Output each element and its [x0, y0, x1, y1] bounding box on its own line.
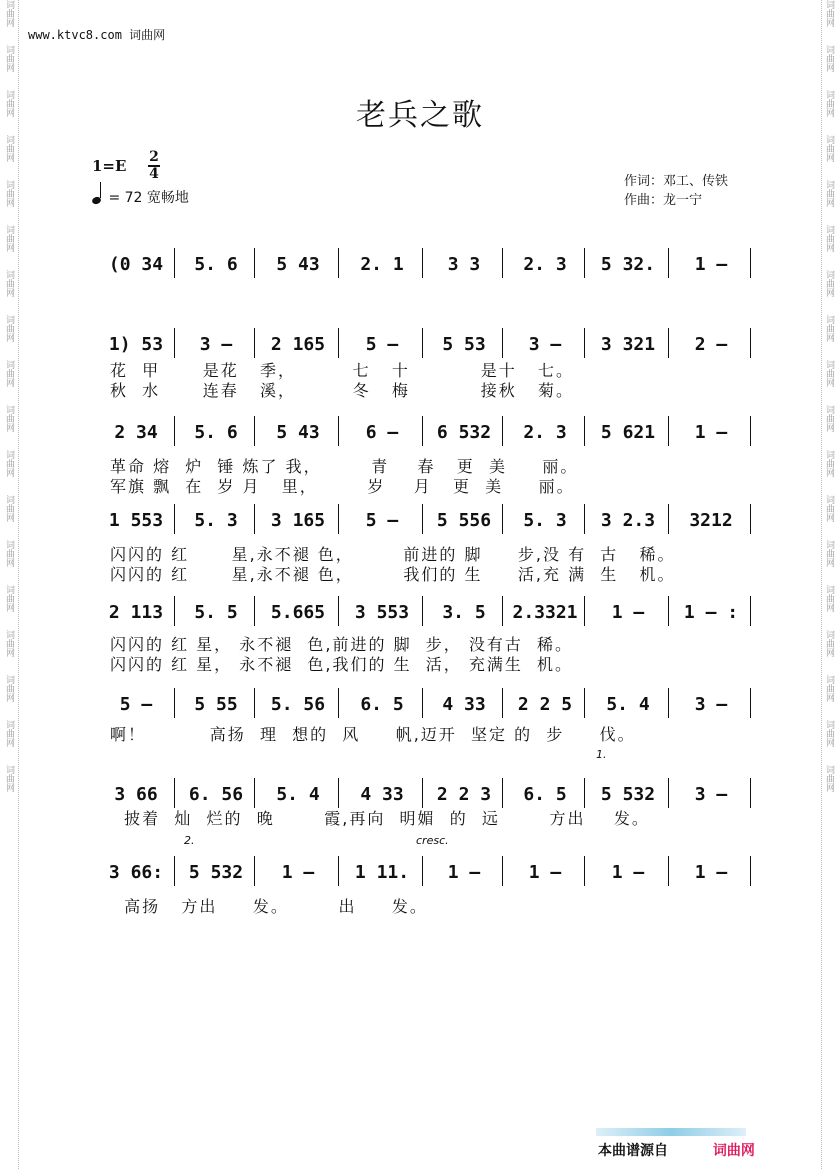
- barline: [502, 856, 503, 886]
- barline: [338, 596, 339, 626]
- barline: [668, 328, 669, 358]
- barline: [174, 856, 175, 886]
- measure: 1 –: [694, 253, 728, 275]
- barline: [422, 504, 423, 534]
- side-watermark: 词曲网: [4, 180, 14, 207]
- barline: [584, 416, 585, 446]
- score-line: [96, 244, 756, 284]
- cresc-marking: cresc.: [416, 834, 449, 847]
- tempo-marking: [92, 186, 189, 207]
- measure: 3 –: [694, 783, 728, 805]
- barline: [668, 688, 669, 718]
- barline: [750, 596, 751, 626]
- side-watermark: 词曲网: [4, 45, 14, 72]
- side-watermark: 词曲网: [824, 45, 834, 72]
- side-watermark: 词曲网: [824, 630, 834, 657]
- measure: 5 55: [194, 693, 238, 715]
- barline: [254, 416, 255, 446]
- key-signature: 1=E: [92, 157, 127, 175]
- side-watermark: 词曲网: [824, 90, 834, 117]
- side-watermark: 词曲网: [824, 675, 834, 702]
- barline: [422, 778, 423, 808]
- measure: 5. 4: [606, 693, 650, 715]
- measure: 1 553: [108, 509, 164, 531]
- measure: 1 –: [611, 861, 645, 883]
- measure: 5 532: [600, 783, 656, 805]
- barline: [668, 778, 669, 808]
- barline: [502, 596, 503, 626]
- measure: 1 11.: [354, 861, 410, 883]
- barline: [584, 504, 585, 534]
- barline: [174, 596, 175, 626]
- barline: [502, 328, 503, 358]
- side-watermark: 词曲网: [824, 405, 834, 432]
- lyric-line: 秋 水 连春 溪， 冬 梅 接秋 菊。: [110, 381, 575, 400]
- measure: 2 2 5: [517, 693, 573, 715]
- measure: 5. 3: [523, 509, 567, 531]
- measure: 5 –: [119, 693, 153, 715]
- right-watermark-strip: [821, 0, 838, 1169]
- side-watermark: 词曲网: [824, 135, 834, 162]
- score-line: [96, 684, 756, 724]
- barline: [174, 504, 175, 534]
- barline: [584, 596, 585, 626]
- side-watermark: 词曲网: [824, 315, 834, 342]
- tempo-value: = 72: [108, 190, 143, 206]
- side-watermark: 词曲网: [824, 495, 834, 522]
- barline: [254, 778, 255, 808]
- barline: [668, 416, 669, 446]
- footer-text: 本曲谱源自: [598, 1143, 668, 1159]
- lyric-line: 闪闪的 红 星， 永不褪 色,我们的 生 活， 充满生 机。: [110, 655, 574, 674]
- measure: 3 66: [114, 783, 158, 805]
- score-line: [96, 852, 756, 892]
- measure: 5. 6: [194, 253, 238, 275]
- score-line: [96, 412, 756, 452]
- side-watermark: 词曲网: [4, 630, 14, 657]
- measure: 5. 3: [194, 509, 238, 531]
- measure: 3. 5: [442, 601, 486, 623]
- measure: 6. 5: [523, 783, 567, 805]
- side-watermark: 词曲网: [4, 270, 14, 297]
- side-watermark: 词曲网: [4, 765, 14, 792]
- left-watermark-strip: [2, 0, 19, 1169]
- measure: 2 34: [114, 421, 158, 443]
- measure: 5 –: [365, 509, 399, 531]
- measure: 5 621: [600, 421, 656, 443]
- credits: [624, 172, 728, 210]
- measure: 2. 3: [523, 253, 567, 275]
- measure: 5 556: [436, 509, 492, 531]
- measure: 5. 4: [276, 783, 320, 805]
- barline: [254, 856, 255, 886]
- lyric-line: 闪闪的 红 星， 永不褪 色,前进的 脚 步， 没有古 稀。: [110, 635, 574, 654]
- measure: 6. 56: [188, 783, 244, 805]
- measure: 2.3321: [512, 601, 578, 623]
- barline: [422, 416, 423, 446]
- barline: [254, 504, 255, 534]
- barline: [750, 416, 751, 446]
- measure: 5 532: [188, 861, 244, 883]
- barline: [750, 504, 751, 534]
- measure: 5 43: [276, 253, 320, 275]
- barline: [338, 248, 339, 278]
- barline: [174, 416, 175, 446]
- composer: 作曲：龙一宁: [624, 193, 703, 208]
- side-watermark: 词曲网: [824, 225, 834, 252]
- footer-watermark-banner: [596, 1128, 746, 1136]
- barline: [254, 596, 255, 626]
- side-watermark: 词曲网: [824, 180, 834, 207]
- barline: [502, 504, 503, 534]
- side-watermark: 词曲网: [824, 540, 834, 567]
- measure: 1 –: [528, 861, 562, 883]
- measure: 4 33: [442, 693, 486, 715]
- measure: 3 –: [528, 333, 562, 355]
- song-title: 老兵之歌: [356, 98, 484, 133]
- measure: 3 165: [270, 509, 326, 531]
- barline: [502, 778, 503, 808]
- measure: 2 –: [694, 333, 728, 355]
- measure: 5. 5: [194, 601, 238, 623]
- side-watermark: 词曲网: [4, 0, 14, 27]
- side-watermark: 词曲网: [4, 675, 14, 702]
- barline: [338, 688, 339, 718]
- measure: 2. 3: [523, 421, 567, 443]
- measure: 1 –: [447, 861, 481, 883]
- measure: 1 – :: [683, 601, 739, 623]
- score-line: [96, 500, 756, 540]
- barline: [750, 856, 751, 886]
- measure: 5. 6: [194, 421, 238, 443]
- measure: 2 113: [108, 601, 164, 623]
- barline: [422, 688, 423, 718]
- measure: 3 2.3: [600, 509, 656, 531]
- measure: (0 34: [108, 253, 164, 275]
- lyric-line: 革命 熔 炉 锤 炼了 我， 青 春 更 美 丽。: [110, 457, 579, 476]
- barline: [422, 856, 423, 886]
- side-watermark: 词曲网: [824, 720, 834, 747]
- volta-1: 1.: [596, 748, 607, 761]
- side-watermark: 词曲网: [4, 450, 14, 477]
- measure: 5 43: [276, 421, 320, 443]
- side-watermark: 词曲网: [4, 90, 14, 117]
- measure: 5 32.: [600, 253, 656, 275]
- footer-source: [598, 1140, 755, 1160]
- measure: 2. 1: [360, 253, 404, 275]
- measure: 3 3: [447, 253, 481, 275]
- measure: 3 321: [600, 333, 656, 355]
- measure: 5 –: [365, 333, 399, 355]
- barline: [254, 328, 255, 358]
- side-watermark: 词曲网: [4, 585, 14, 612]
- side-watermark: 词曲网: [4, 315, 14, 342]
- barline: [422, 596, 423, 626]
- barline: [668, 248, 669, 278]
- barline: [422, 248, 423, 278]
- side-watermark: 词曲网: [824, 360, 834, 387]
- barline: [174, 778, 175, 808]
- side-watermark: 词曲网: [824, 585, 834, 612]
- barline: [338, 504, 339, 534]
- time-signature: [148, 150, 160, 182]
- measure: 3212: [689, 509, 733, 531]
- side-watermark: 词曲网: [824, 450, 834, 477]
- time-signature-top: 2: [149, 149, 159, 165]
- measure: 1 –: [694, 421, 728, 443]
- side-watermark: 词曲网: [4, 495, 14, 522]
- footer-brand[interactable]: 词曲网: [712, 1143, 755, 1159]
- measure: 6 532: [436, 421, 492, 443]
- lyric-line: 花 甲 是花 季， 七 十 是十 七。: [110, 361, 575, 380]
- barline: [174, 328, 175, 358]
- measure: 1 –: [611, 601, 645, 623]
- measure: 2 2 3: [436, 783, 492, 805]
- side-watermark: 词曲网: [4, 720, 14, 747]
- measure: 1) 53: [108, 333, 164, 355]
- barline: [668, 596, 669, 626]
- measure: 5. 56: [270, 693, 326, 715]
- measure: 3 553: [354, 601, 410, 623]
- side-watermark: 词曲网: [4, 135, 14, 162]
- barline: [254, 688, 255, 718]
- side-watermark: 词曲网: [4, 360, 14, 387]
- measure: 5 53: [442, 333, 486, 355]
- barline: [338, 328, 339, 358]
- measure: 6. 5: [360, 693, 404, 715]
- barline: [502, 688, 503, 718]
- measure: 6 –: [365, 421, 399, 443]
- barline: [338, 856, 339, 886]
- lyric-line: 啊！ 高扬 理 想的 风 帆,迈开 坚定 的 步 伐。: [110, 725, 636, 744]
- measure: 3 –: [694, 693, 728, 715]
- side-watermark: 词曲网: [824, 270, 834, 297]
- barline: [750, 248, 751, 278]
- barline: [584, 248, 585, 278]
- measure: 5.665: [270, 601, 326, 623]
- barline: [174, 248, 175, 278]
- barline: [750, 688, 751, 718]
- volta-2: 2.: [184, 834, 195, 847]
- barline: [668, 856, 669, 886]
- lyric-line: 军旗 飘 在 岁 月 里， 岁 月 更 美 丽。: [110, 477, 575, 496]
- score-line: [96, 592, 756, 632]
- side-watermark: 词曲网: [4, 405, 14, 432]
- barline: [338, 416, 339, 446]
- barline: [502, 248, 503, 278]
- site-watermark[interactable]: www.ktvc8.com 词曲网: [28, 28, 166, 42]
- barline: [502, 416, 503, 446]
- barline: [174, 688, 175, 718]
- side-watermark: 词曲网: [824, 0, 834, 27]
- measure: 1 –: [281, 861, 315, 883]
- side-watermark: 词曲网: [4, 540, 14, 567]
- barline: [668, 504, 669, 534]
- lyric-line: 高扬 方出 发。 出 发。: [110, 897, 428, 916]
- lyricist: 作词：邓工、传铁: [624, 174, 729, 189]
- tempo-expression: 宽畅地: [146, 190, 189, 206]
- lyric-line: 闪闪的 红 星,永不褪 色， 前进的 脚 步,没 有 古 稀。: [110, 545, 676, 564]
- barline: [254, 248, 255, 278]
- barline: [750, 328, 751, 358]
- measure: 3 –: [199, 333, 233, 355]
- measure: 3 66:: [108, 861, 164, 883]
- barline: [584, 856, 585, 886]
- barline: [584, 328, 585, 358]
- measure: 2 165: [270, 333, 326, 355]
- barline: [338, 778, 339, 808]
- barline: [584, 688, 585, 718]
- measure: 4 33: [360, 783, 404, 805]
- barline: [750, 778, 751, 808]
- lyric-line: 披着 灿 烂的 晚 霞,再向 明媚 的 远 方出 发。: [110, 809, 650, 828]
- barline: [584, 778, 585, 808]
- time-signature-bottom: 4: [149, 166, 159, 182]
- lyric-line: 闪闪的 红 星,永不褪 色， 我们的 生 活,充 满 生 机。: [110, 565, 676, 584]
- measure: 1 –: [694, 861, 728, 883]
- side-watermark: 词曲网: [824, 765, 834, 792]
- side-watermark: 词曲网: [4, 225, 14, 252]
- barline: [422, 328, 423, 358]
